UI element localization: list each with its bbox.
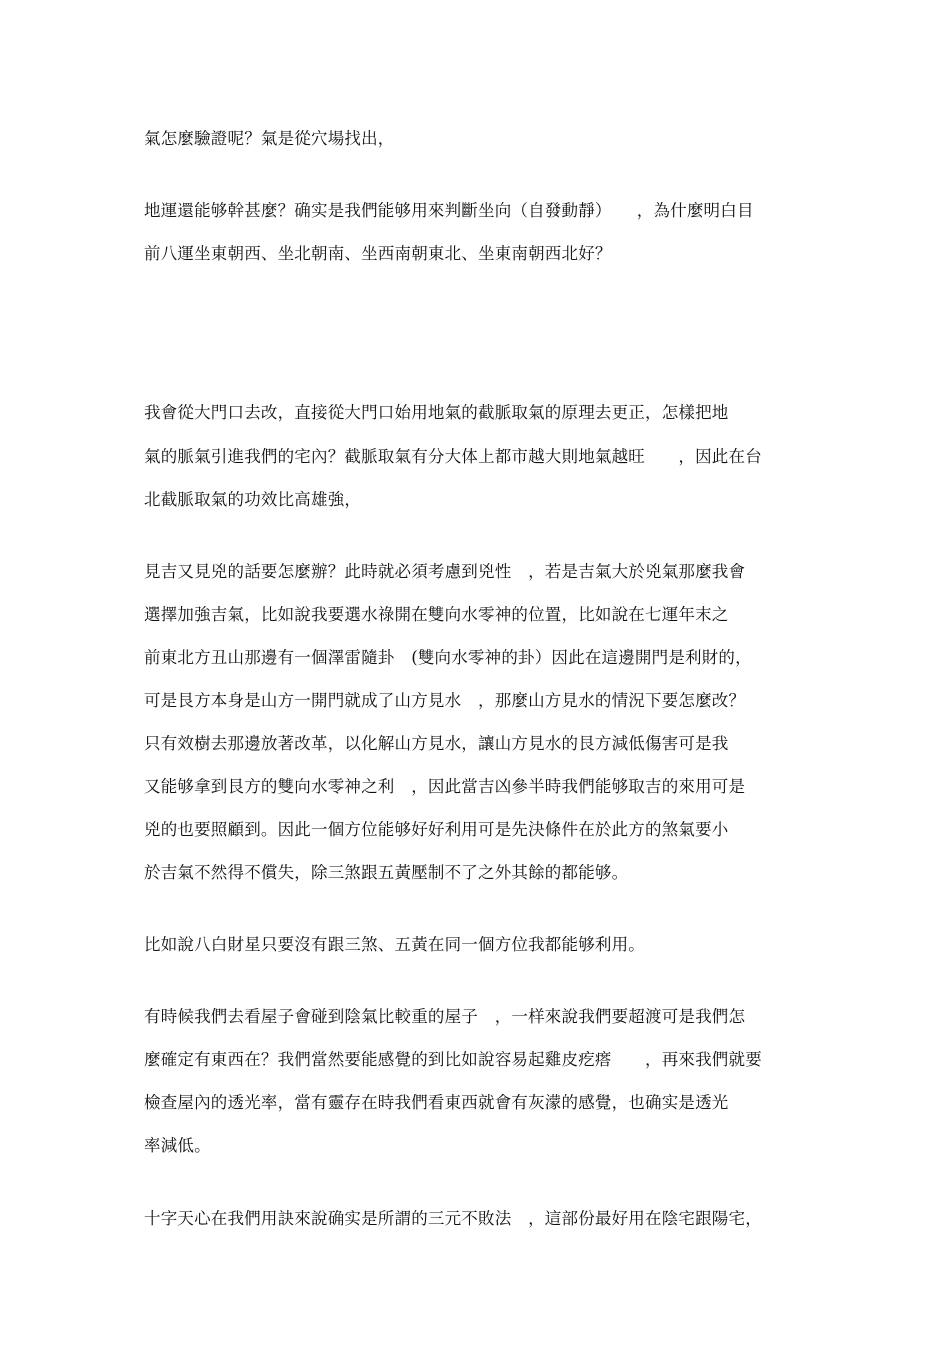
text-line: 前八運坐東朝西、坐北朝南、坐西南朝東北、坐東南朝西北好？ (144, 244, 612, 263)
text-line: 見吉又見兇的話要怎麼辦？此時就必須考慮到兇性 ，若是吉氣大於兇氣那麼我會 (144, 562, 746, 581)
text-line: 又能够拿到艮方的雙向水零神之利 ，因此當吉凶參半時我們能够取吉的來用可是 (144, 777, 746, 796)
text-line: 麼確定有東西在？我們當然要能感覺的到比如說容易起雞皮疙瘩 ，再來我們就要 (144, 1050, 762, 1069)
text-line: 檢查屋內的透光率，當有靈存在時我們看東西就會有灰濛的感覺，也确实是透光 (144, 1093, 729, 1112)
text-line: 於吉氣不然得不償失，除三煞跟五黃壓制不了之外其餘的都能够。 (144, 863, 629, 882)
text-line: 率減低。 (144, 1136, 211, 1155)
text-line: 氣的脈氣引進我們的宅內？截脈取氣有分大体上都市越大則地氣越旺 ，因此在台 (144, 447, 762, 466)
text-line: 有時候我們去看屋子會碰到陰氣比較重的屋子 ，一样來說我們要超渡可是我們怎 (144, 1007, 746, 1026)
text-line: 選擇加強吉氣，比如說我要選水祿開在雙向水零神的位置，比如說在七運年末之 (144, 605, 729, 624)
text-line: 地運還能够幹甚麼？确实是我們能够用來判斷坐向（自發動靜） ，為什麼明白目 (144, 201, 754, 220)
text-line: 比如說八白財星只要沒有跟三煞、五黃在同一個方位我都能够利用。 (144, 935, 645, 954)
text-line: 北截脈取氣的功效比高雄強， (144, 490, 362, 509)
text-line: 只有效樹去那邊放著改革，以化解山方見水，讓山方見水的艮方減低傷害可是我 (144, 734, 729, 753)
text-line: 兇的也要照顧到。因此一個方位能够好好利用可是先決條件在於此方的煞氣要小 (144, 820, 729, 839)
text-line: 前東北方丑山那邊有一個澤雷隨卦 (雙向水零神的卦）因此在這邊開門是利財的， (144, 648, 752, 667)
text-line: 氣怎麼驗證呢？氣是從穴場找出， (144, 129, 395, 148)
text-line: 我會從大門口去改，直接從大門口始用地氣的截脈取氣的原理去更正，怎樣把地 (144, 403, 729, 422)
text-line: 可是艮方本身是山方一開門就成了山方見水 ，那麼山方見水的情況下要怎麼改？ (144, 691, 746, 710)
text-line: 十字天心在我們用訣來說确实是所謂的三元不敗法 ，這部份最好用在陰宅跟陽宅， (144, 1209, 762, 1228)
